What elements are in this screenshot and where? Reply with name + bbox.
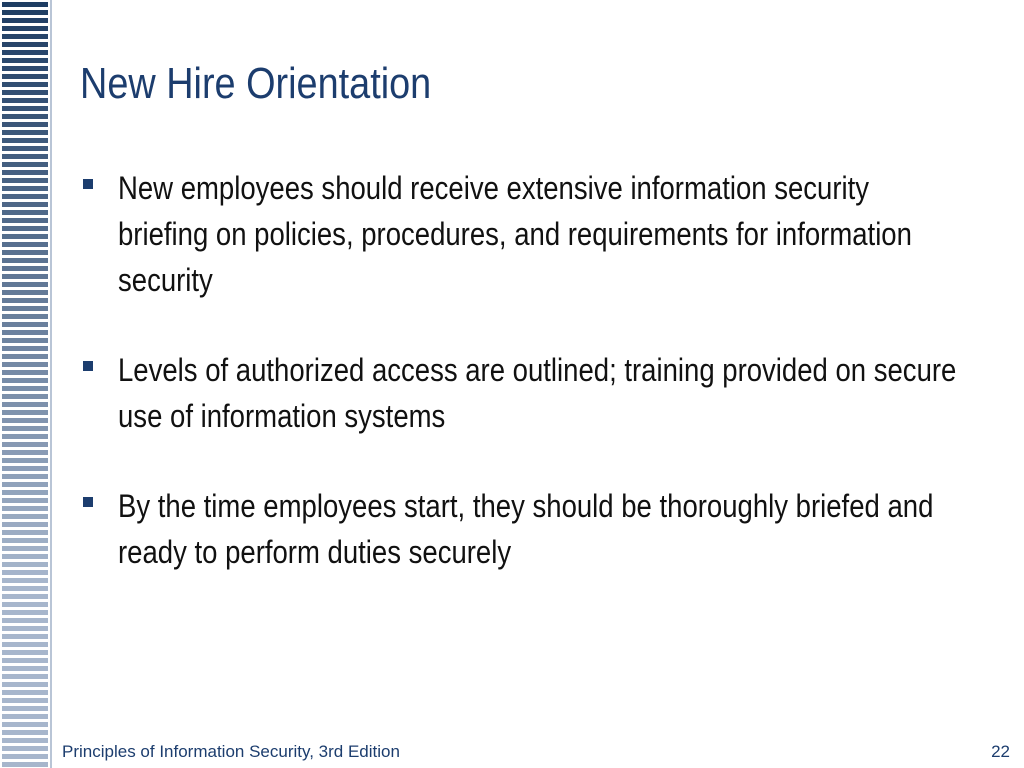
decorative-stripe [2, 522, 48, 527]
decorative-stripe [2, 178, 48, 183]
decorative-stripe [2, 274, 48, 279]
decorative-stripe [2, 330, 48, 335]
decorative-stripe [2, 218, 48, 223]
decorative-stripe [2, 482, 48, 487]
bullet-list [80, 165, 980, 619]
decorative-stripe-bar [0, 0, 48, 768]
decorative-stripe [2, 738, 48, 743]
decorative-stripe [2, 338, 48, 343]
decorative-stripe [2, 650, 48, 655]
decorative-stripe [2, 42, 48, 47]
decorative-stripe [2, 706, 48, 711]
decorative-stripe [2, 546, 48, 551]
decorative-stripe [2, 322, 48, 327]
decorative-stripe [2, 74, 48, 79]
decorative-stripe [2, 186, 48, 191]
decorative-stripe [2, 386, 48, 391]
decorative-stripe [2, 642, 48, 647]
square-bullet-icon [83, 361, 93, 371]
decorative-stripe [2, 2, 48, 7]
decorative-stripe [2, 426, 48, 431]
decorative-stripe [2, 298, 48, 303]
decorative-stripe [2, 258, 48, 263]
decorative-stripe [2, 666, 48, 671]
decorative-stripe [2, 210, 48, 215]
decorative-stripe [2, 434, 48, 439]
decorative-stripe [2, 194, 48, 199]
decorative-stripe [2, 146, 48, 151]
decorative-stripe [2, 306, 48, 311]
decorative-stripe [2, 34, 48, 39]
bullet-text: By the time employees start, they should be thoroughly briefed and ready to perform duties securely [118, 488, 934, 570]
decorative-stripe [2, 346, 48, 351]
decorative-stripe [2, 402, 48, 407]
decorative-stripe [2, 290, 48, 295]
decorative-stripe [2, 562, 48, 567]
decorative-stripe [2, 474, 48, 479]
decorative-stripe [2, 530, 48, 535]
decorative-stripe [2, 458, 48, 463]
decorative-stripe [2, 578, 48, 583]
decorative-stripe [2, 682, 48, 687]
decorative-stripe [2, 754, 48, 759]
decorative-stripe [2, 690, 48, 695]
decorative-stripe [2, 554, 48, 559]
decorative-stripe [2, 122, 48, 127]
decorative-stripe [2, 618, 48, 623]
decorative-stripe [2, 242, 48, 247]
square-bullet-icon [83, 497, 93, 507]
decorative-stripe [2, 106, 48, 111]
decorative-stripe [2, 130, 48, 135]
decorative-stripe [2, 362, 48, 367]
bullet-item [80, 165, 980, 303]
decorative-vertical-rule [50, 0, 52, 768]
bullet-text: Levels of authorized access are outlined; training provided on secure use of information systems [118, 352, 957, 434]
decorative-stripe [2, 226, 48, 231]
square-bullet-icon [83, 179, 93, 189]
decorative-stripe [2, 18, 48, 23]
decorative-stripe [2, 498, 48, 503]
decorative-stripe [2, 418, 48, 423]
footer-text: Principles of Information Security, 3rd Edition [62, 742, 400, 761]
decorative-stripe [2, 250, 48, 255]
decorative-stripe [2, 514, 48, 519]
decorative-stripe [2, 90, 48, 95]
decorative-stripe [2, 370, 48, 375]
decorative-stripe [2, 378, 48, 383]
decorative-stripe [2, 82, 48, 87]
decorative-stripe [2, 714, 48, 719]
decorative-stripe [2, 410, 48, 415]
decorative-stripe [2, 610, 48, 615]
decorative-stripe [2, 10, 48, 15]
decorative-stripe [2, 98, 48, 103]
decorative-stripe [2, 674, 48, 679]
decorative-stripe [2, 26, 48, 31]
decorative-stripe [2, 442, 48, 447]
decorative-stripe [2, 50, 48, 55]
decorative-stripe [2, 658, 48, 663]
decorative-stripe [2, 114, 48, 119]
decorative-stripe [2, 634, 48, 639]
decorative-stripe [2, 66, 48, 71]
decorative-stripe [2, 626, 48, 631]
decorative-stripe [2, 314, 48, 319]
decorative-stripe [2, 354, 48, 359]
decorative-stripe [2, 570, 48, 575]
decorative-stripe [2, 538, 48, 543]
decorative-stripe [2, 506, 48, 511]
decorative-stripe [2, 266, 48, 271]
decorative-stripe [2, 450, 48, 455]
decorative-stripe [2, 394, 48, 399]
decorative-stripe [2, 698, 48, 703]
bullet-item [80, 483, 980, 575]
decorative-stripe [2, 490, 48, 495]
slide-title: New Hire Orientation [80, 59, 432, 108]
decorative-stripe [2, 586, 48, 591]
decorative-stripe [2, 154, 48, 159]
decorative-stripe [2, 234, 48, 239]
decorative-stripe [2, 58, 48, 63]
decorative-stripe [2, 170, 48, 175]
page-number: 22 [991, 742, 1010, 761]
decorative-stripe [2, 594, 48, 599]
decorative-stripe [2, 762, 48, 767]
decorative-stripe [2, 730, 48, 735]
decorative-stripe [2, 466, 48, 471]
decorative-stripe [2, 282, 48, 287]
decorative-stripe [2, 202, 48, 207]
decorative-stripe [2, 722, 48, 727]
decorative-stripe [2, 746, 48, 751]
decorative-stripe [2, 138, 48, 143]
decorative-stripe [2, 162, 48, 167]
decorative-stripe [2, 602, 48, 607]
bullet-text: New employees should receive extensive information security briefing on policies, procedures, and requirements for information security [118, 170, 912, 298]
bullet-item [80, 347, 980, 439]
